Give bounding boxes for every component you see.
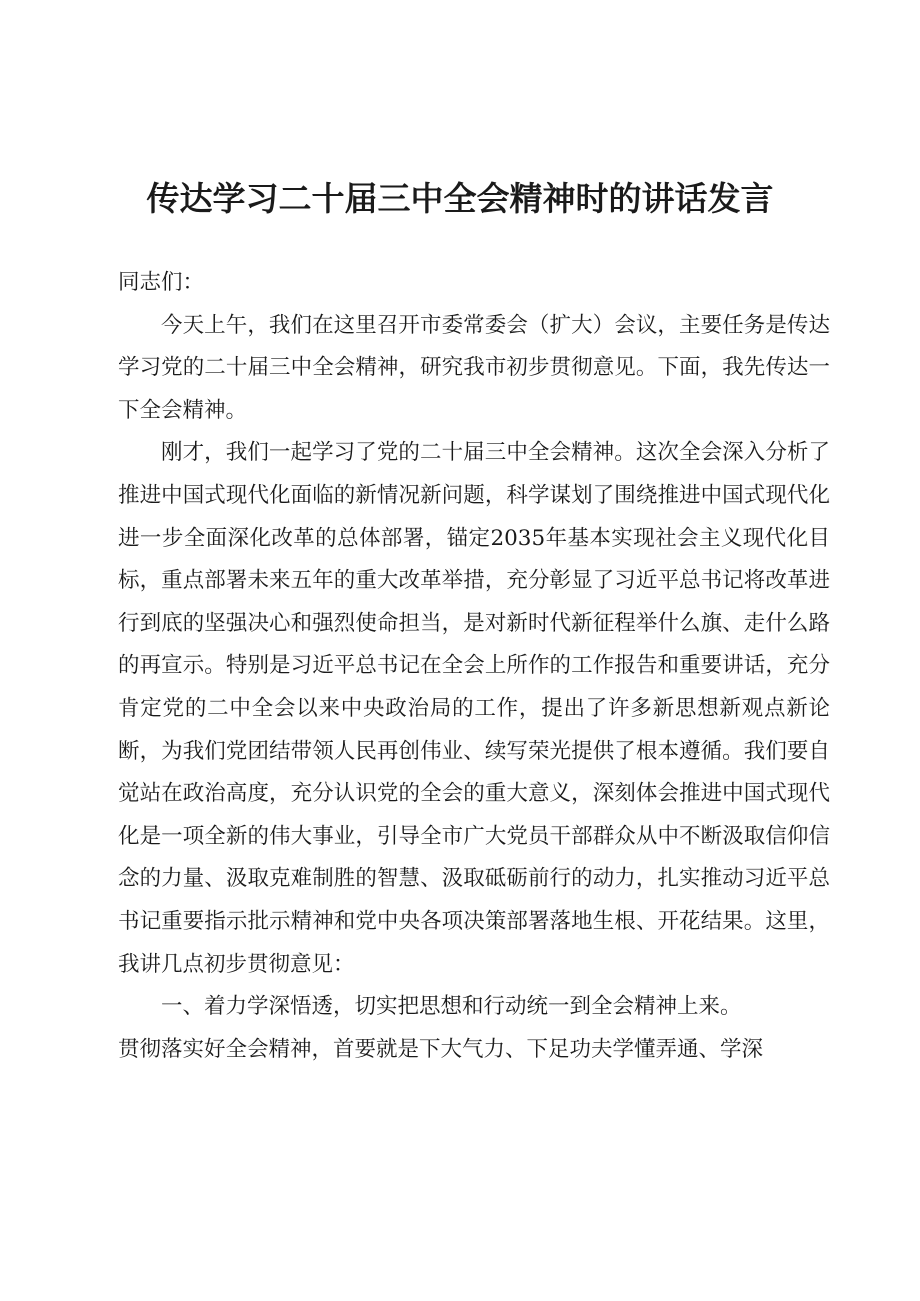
paragraph-2: 刚才，我们一起学习了党的二十届三中全会精神。这次全会深入分析了推进中国式现代化面临的新情况新问题，科学谋划了围绕推进中国式现代化进一步全面深化改革的总体部署，锚定2035年基本实现社会主义现代化目标，重点部署未来五年的重大改革举措，充分彰显了习近平总书记将改革进行到底的坚强决心和强烈使命担当，是对新时代新征程举什么旗、走什么路的再宣示。特别是习近平总书记在全会上所作的工作报告和重要讲话，充分肯定党的二中全会以来中央政治局的工作，提出了许多新思想新观点新论断，为我们党团结带领人民再创伟业、续写荣光提供了根本遵循。我们要自觉站在政治高度，充分认识党的全会的重大意义，深刻体会推进中国式现代化是一项全新的伟大事业，引导全市广大党员干部群众从中不断汲取信仰信念的力量、汲取克难制胜的智慧、汲取砥砺前行的动力，扎实推动习近平总书记重要指示批示精神和党中央各项决策部署落地生根、开花结果。这里，我讲几点初步贯彻意见：: [118, 440, 830, 977]
paragraph-3: 贯彻落实好全会精神，首要就是下大气力、下足功夫学懂弄通、学深: [118, 1036, 764, 1062]
page-title: 传达学习二十届三中全会精神时的讲话发言: [146, 179, 774, 218]
document-body: [118, 262, 830, 1071]
section-heading-1: 一、着力学深悟透，切实把思想和行动统一到全会精神上来。: [161, 994, 742, 1020]
paragraph-1: 今天上午，我们在这里召开市委常委会（扩大）会议，主要任务是传达学习党的二十届三中全会精神，研究我市初步贯彻意见。下面，我先传达一下全会精神。: [118, 312, 830, 423]
salutation: 同志们：: [118, 270, 205, 295]
